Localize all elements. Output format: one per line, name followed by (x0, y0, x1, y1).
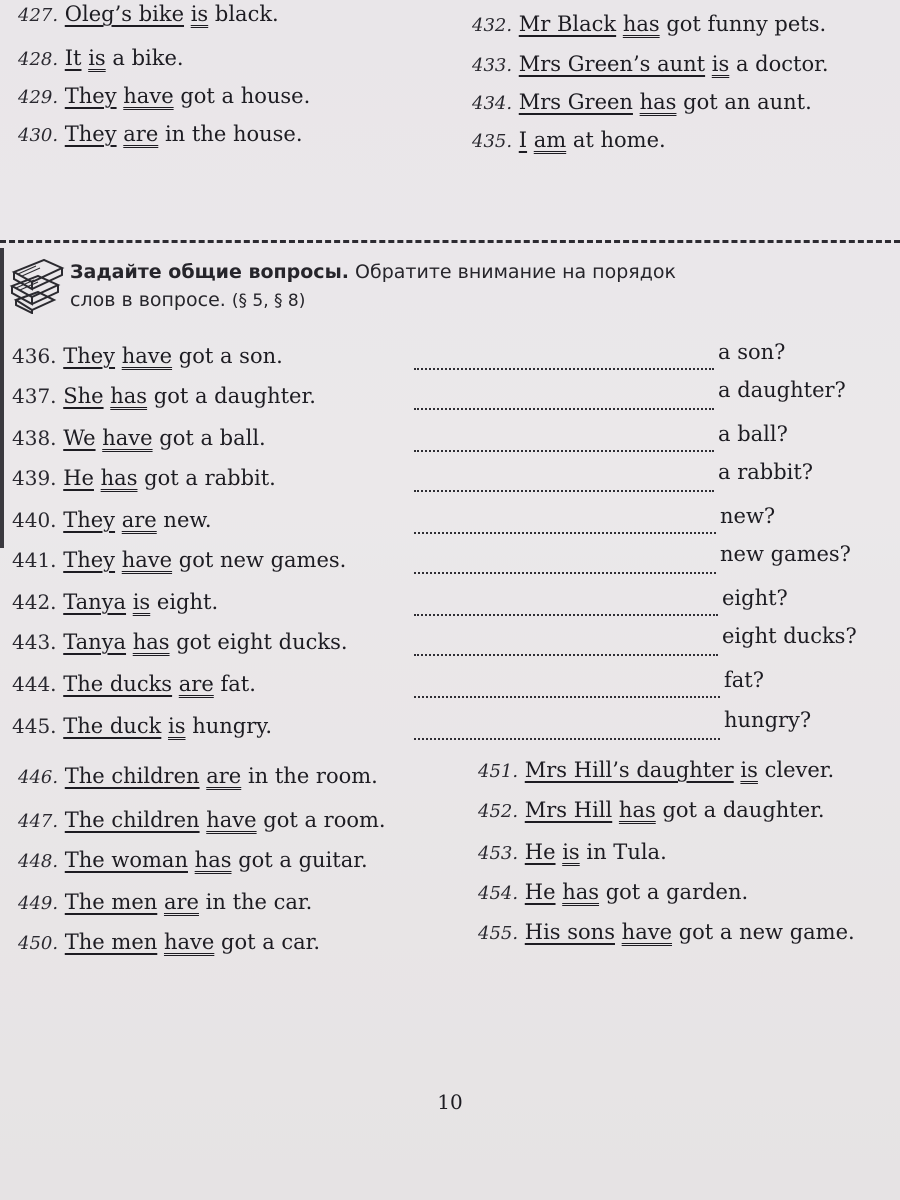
answer-blank-line[interactable] (414, 674, 720, 698)
verb: has (132, 630, 170, 654)
question-item (12, 546, 346, 574)
sentence-rest: in Tula. (586, 840, 667, 864)
item-number: 428. (18, 49, 59, 70)
sentence-451 (478, 756, 834, 786)
answer-blank-line[interactable] (414, 468, 714, 492)
answer-blank-line[interactable] (414, 428, 714, 452)
answer-blank-line[interactable] (414, 632, 718, 656)
sentence-rest: in the room. (247, 764, 378, 788)
subject: Mr Black (518, 12, 617, 36)
sentence-rest: eight. (156, 590, 219, 614)
verb: has (562, 880, 600, 904)
sentence-rest: got a room. (263, 808, 386, 832)
verb: is (132, 590, 151, 614)
verb: has (110, 384, 148, 408)
sentence-rest: at home. (572, 128, 666, 152)
verb: is (168, 714, 186, 738)
sentence-430 (18, 120, 303, 150)
subject: They (63, 548, 116, 572)
subject: Oleg’s bike (64, 2, 185, 26)
question-item (12, 712, 272, 740)
sentence-448 (18, 846, 368, 876)
sentence-454 (478, 878, 748, 908)
sentence-rest: got a daughter. (662, 798, 825, 822)
verb: have (102, 426, 153, 450)
item-number: 440. (12, 508, 57, 532)
item-number: 455. (478, 923, 519, 944)
subject: The woman (64, 848, 188, 872)
answer-ending: a son? (718, 340, 786, 364)
subject: The children (64, 764, 200, 788)
sentence-rest: got a house. (180, 84, 311, 108)
sentence-434 (472, 88, 812, 118)
item-number: 439. (12, 466, 57, 490)
verb: am (533, 128, 567, 152)
verb: is (711, 52, 730, 76)
item-number: 438. (12, 426, 57, 450)
subject: She (63, 384, 104, 408)
answer-ending: fat? (724, 668, 764, 692)
verb: have (621, 920, 673, 944)
sentence-rest: in the car. (205, 890, 313, 914)
answer-blank-line[interactable] (414, 386, 714, 410)
sentence-rest: fat. (220, 672, 256, 696)
sentence-rest: got a new game. (678, 920, 855, 944)
section-divider (0, 240, 900, 243)
verb: is (190, 2, 209, 26)
verb: have (121, 344, 173, 368)
sentence-449 (18, 888, 312, 918)
verb: have (123, 84, 174, 108)
task-instruction-line2: слов в вопросе. (70, 289, 226, 311)
verb: is (562, 840, 580, 864)
item-number: 437. (12, 384, 57, 408)
answer-blank-line[interactable] (414, 510, 716, 534)
section-refs: (§ 5, § 8) (231, 291, 306, 311)
verb: are (206, 764, 242, 788)
verb: are (123, 122, 159, 146)
subject: They (63, 344, 116, 368)
item-number: 430. (18, 125, 59, 146)
question-item (12, 670, 256, 698)
subject: Mrs Green’s aunt (518, 52, 706, 76)
item-number: 429. (18, 87, 59, 108)
verb: has (100, 466, 138, 490)
subject: Tanya (63, 630, 127, 654)
verb: are (163, 890, 199, 914)
item-number: 427. (18, 5, 59, 26)
answer-ending: new? (720, 504, 776, 528)
sentence-rest: a bike. (112, 46, 184, 70)
sentence-rest: got a guitar. (238, 848, 368, 872)
verb: has (622, 12, 660, 36)
task-heading (70, 258, 690, 315)
item-number: 444. (12, 672, 57, 696)
sentence-rest: got a rabbit. (144, 466, 276, 490)
question-item (12, 424, 266, 452)
verb: have (121, 548, 173, 572)
answer-ending: a rabbit? (718, 460, 814, 484)
item-number: 441. (12, 548, 57, 572)
question-item (12, 628, 348, 656)
subject: Mrs Hill (524, 798, 613, 822)
subject: The duck (63, 714, 162, 738)
item-number: 433. (472, 55, 513, 76)
subject: Mrs Green (518, 90, 633, 114)
item-number: 450. (18, 933, 59, 954)
sentence-435 (472, 126, 666, 156)
subject: The men (64, 890, 158, 914)
sentence-455 (478, 918, 855, 948)
subject: They (63, 508, 116, 532)
subject: The children (64, 808, 200, 832)
question-item (12, 382, 316, 410)
item-number: 449. (18, 893, 59, 914)
sentence-453 (478, 838, 667, 868)
sentence-rest: a doctor. (735, 52, 829, 76)
sentence-rest: got an aunt. (683, 90, 812, 114)
task-margin-bar (0, 248, 4, 548)
answer-ending: eight ducks? (722, 624, 857, 648)
books-icon (8, 252, 66, 314)
answer-ending: hungry? (724, 708, 812, 732)
subject: They (64, 122, 117, 146)
question-item (12, 342, 283, 370)
page-number: 10 (437, 1090, 463, 1114)
subject: He (524, 840, 556, 864)
verb: have (206, 808, 257, 832)
item-number: 446. (18, 767, 59, 788)
subject: They (64, 84, 117, 108)
sentence-429 (18, 82, 310, 112)
verb: is (740, 758, 758, 782)
sentence-rest: clever. (764, 758, 835, 782)
sentence-rest: got new games. (178, 548, 347, 572)
item-number: 453. (478, 843, 519, 864)
sentence-rest: got a ball. (159, 426, 266, 450)
sentence-447 (18, 806, 386, 836)
task-instruction: Обратите внимание на порядок (355, 261, 676, 283)
question-item (12, 464, 276, 492)
verb: has (639, 90, 677, 114)
answer-blank-line[interactable] (414, 716, 720, 740)
verb: is (88, 46, 106, 70)
subject: His sons (524, 920, 615, 944)
question-item (12, 506, 212, 534)
item-number: 452. (478, 801, 519, 822)
answer-blank-line[interactable] (414, 346, 714, 370)
item-number: 443. (12, 630, 57, 654)
sentence-rest: black. (214, 2, 279, 26)
item-number: 445. (12, 714, 57, 738)
task-title: Задайте общие вопросы. (70, 261, 349, 283)
sentence-rest: got a car. (221, 930, 321, 954)
sentence-428 (18, 44, 184, 74)
subject: I (518, 128, 528, 152)
subject: Mrs Hill’s daughter (524, 758, 734, 782)
sentence-452 (478, 796, 825, 826)
item-number: 454. (478, 883, 519, 904)
sentence-446 (18, 762, 378, 792)
answer-ending: new games? (720, 542, 851, 566)
answer-ending: eight? (722, 586, 788, 610)
sentence-rest: got funny pets. (666, 12, 827, 36)
item-number: 436. (12, 344, 57, 368)
sentence-rest: got a son. (178, 344, 283, 368)
question-item (12, 588, 218, 616)
sentence-rest: in the house. (164, 122, 303, 146)
verb: are (178, 672, 214, 696)
item-number: 434. (472, 93, 513, 114)
item-number: 451. (478, 761, 519, 782)
sentence-rest: new. (163, 508, 212, 532)
verb: have (163, 930, 215, 954)
subject: He (63, 466, 94, 490)
sentence-rest: hungry. (192, 714, 272, 738)
item-number: 432. (472, 15, 513, 36)
item-number: 442. (12, 590, 57, 614)
item-number: 435. (472, 131, 513, 152)
subject: He (524, 880, 556, 904)
subject: It (64, 46, 82, 70)
verb: has (194, 848, 232, 872)
answer-blank-line[interactable] (414, 592, 718, 616)
sentence-rest: got eight ducks. (176, 630, 348, 654)
sentence-rest: got a garden. (605, 880, 749, 904)
answer-ending: a ball? (718, 422, 788, 446)
subject: The ducks (63, 672, 173, 696)
verb: are (121, 508, 157, 532)
sentence-rest: got a daughter. (153, 384, 316, 408)
sentence-432 (472, 10, 826, 40)
sentence-450 (18, 928, 320, 958)
subject: Tanya (63, 590, 127, 614)
subject: We (63, 426, 96, 450)
sentence-427 (18, 0, 279, 30)
subject: The men (64, 930, 158, 954)
answer-ending: a daughter? (718, 378, 846, 402)
verb: has (618, 798, 656, 822)
answer-blank-line[interactable] (414, 550, 716, 574)
item-number: 447. (18, 811, 59, 832)
sentence-433 (472, 50, 829, 80)
item-number: 448. (18, 851, 59, 872)
